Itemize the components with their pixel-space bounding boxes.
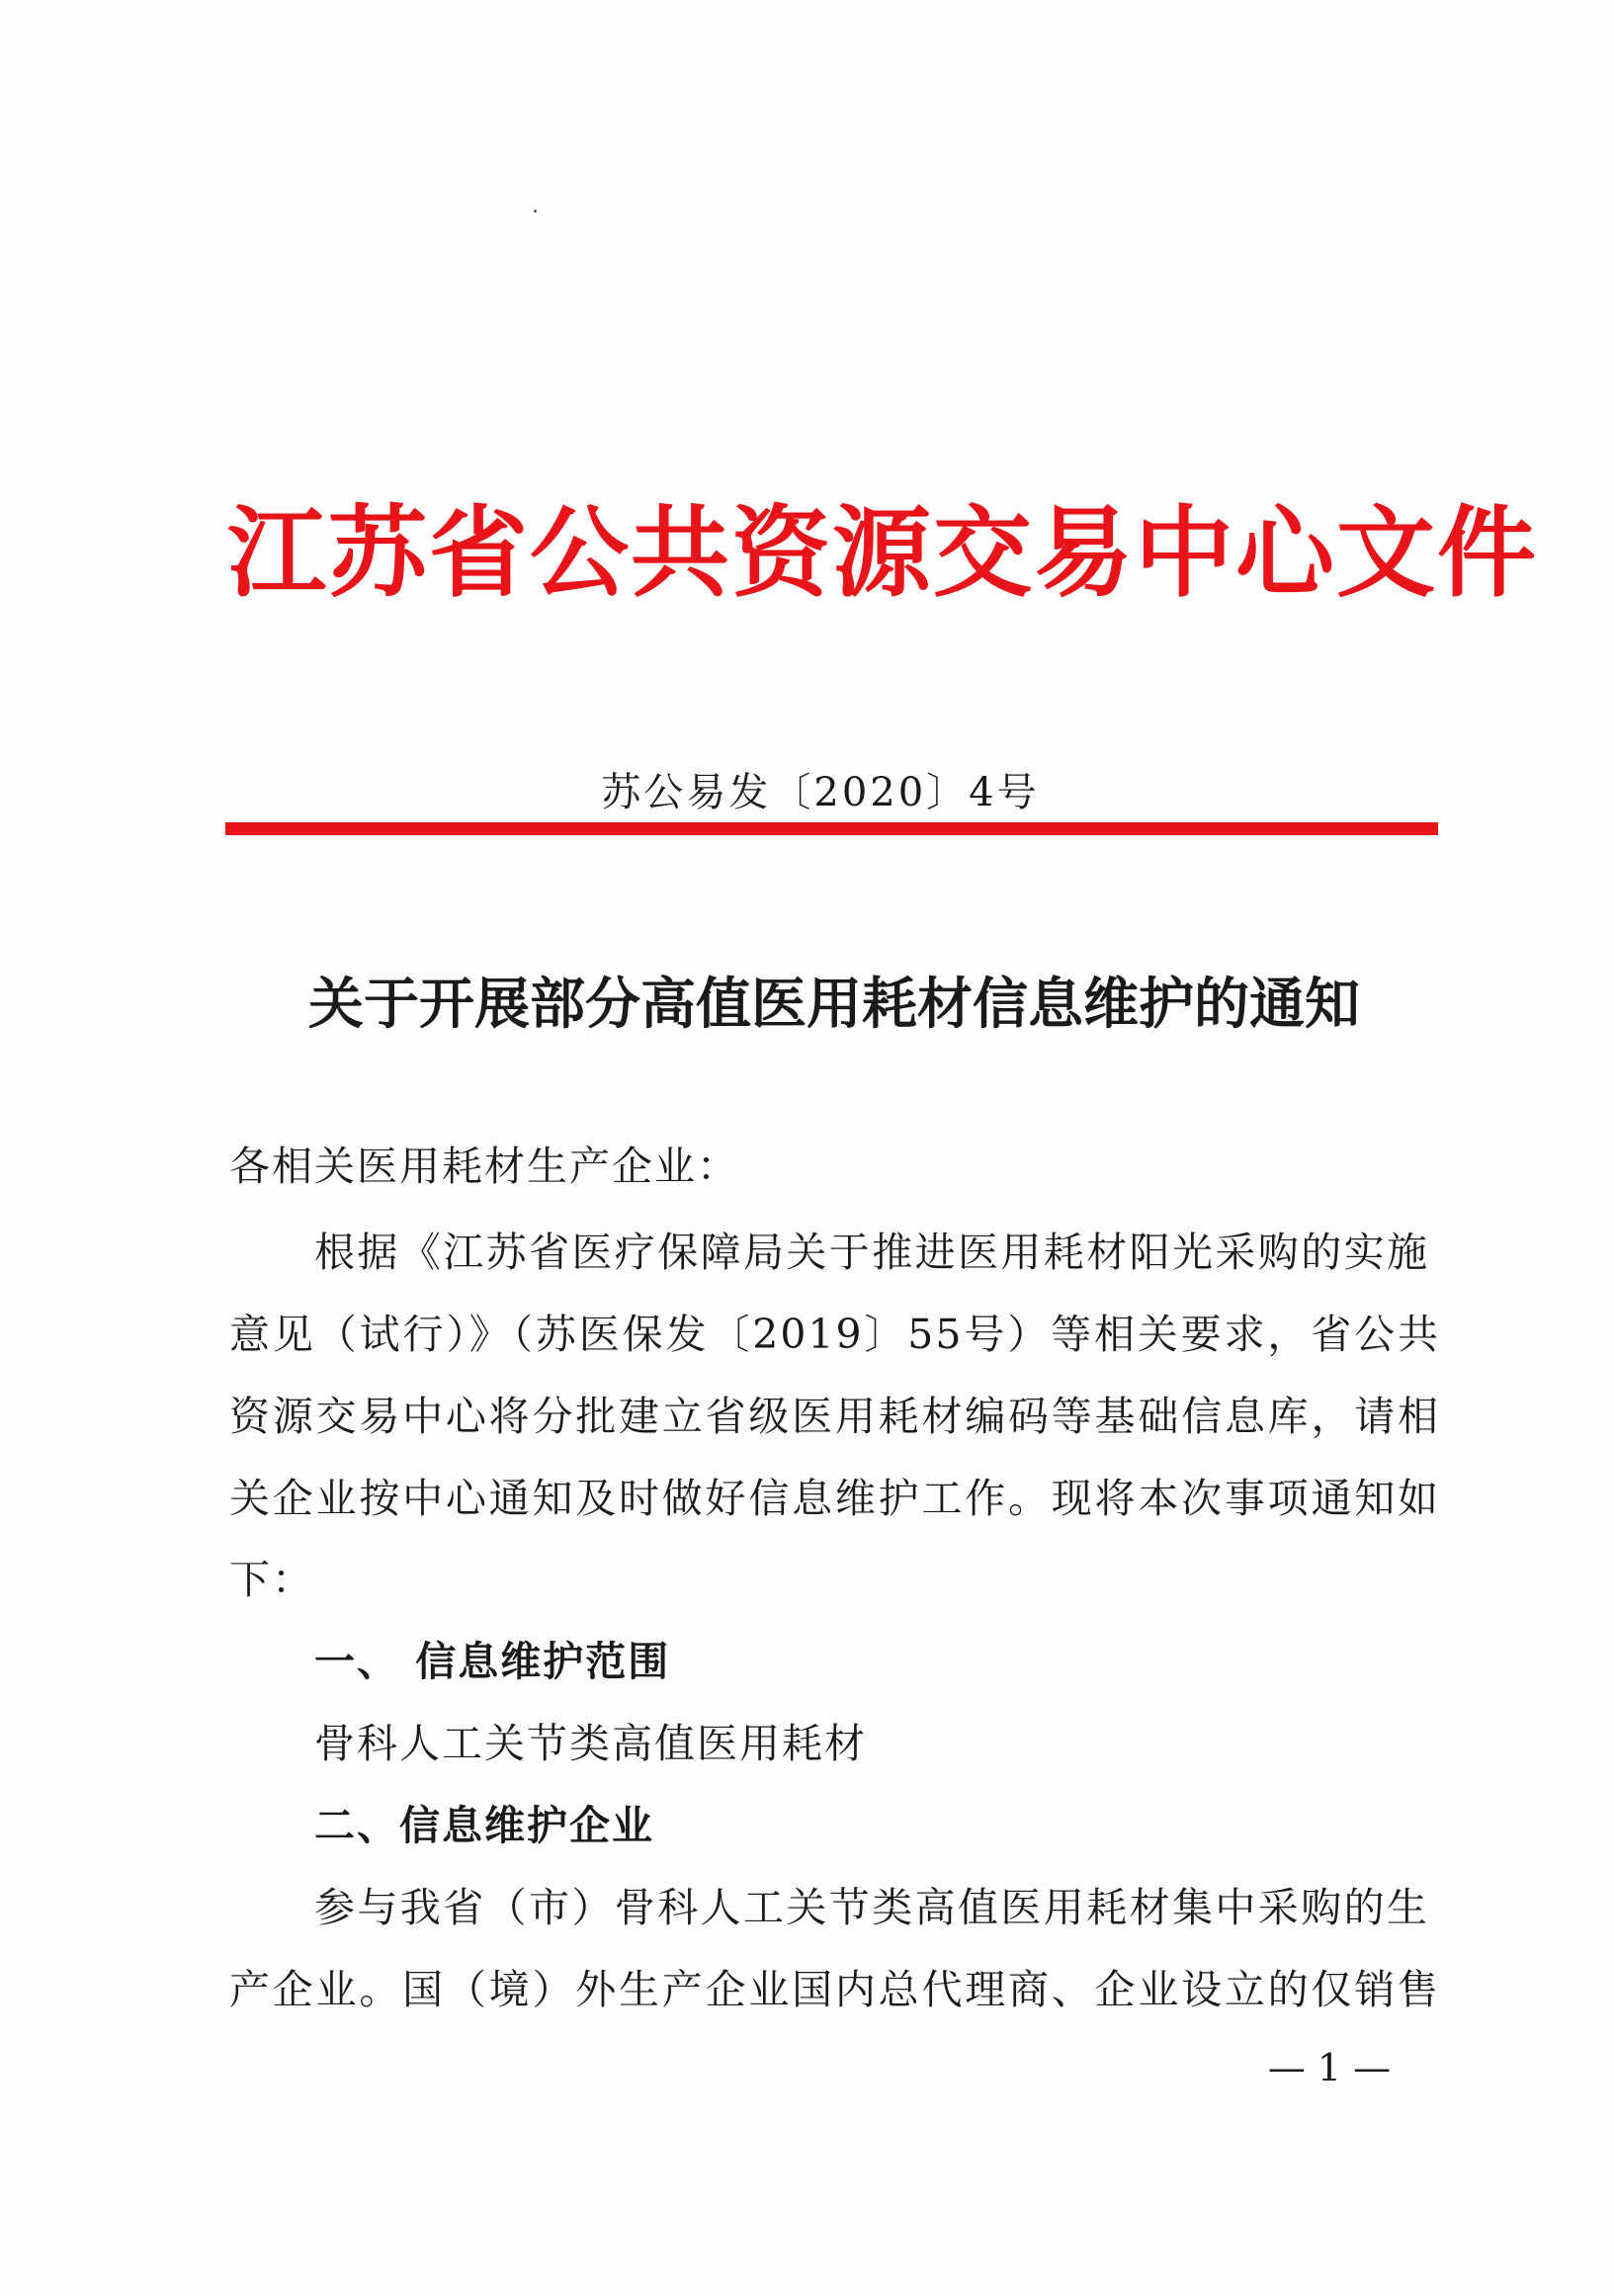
page-number: — 1 — (1267, 2046, 1392, 2089)
section-2-heading: 二、信息维护企业 (314, 1802, 654, 1849)
section-2-line-2: 产企业。国（境）外生产企业国内总代理商、企业设立的仅销售 (229, 1966, 1440, 2013)
section-2-line-1: 参与我省（市）骨科人工关节类高值医用耗材集中采购的生 (314, 1884, 1429, 1931)
section-1-heading: 一、 信息维护范围 (314, 1638, 671, 1685)
intro-line-3: 资源交易中心将分批建立省级医用耗材编码等基础信息库，请相 (229, 1393, 1440, 1440)
section-1-line-1: 骨科人工关节类高值医用耗材 (314, 1720, 867, 1767)
intro-line-2: 意见（试行）》（苏医保发〔2019〕55号）等相关要求，省公共 (229, 1311, 1440, 1358)
scan-speck (534, 210, 537, 213)
intro-line-1: 根据《江苏省医疗保障局关于推进医用耗材阳光采购的实施 (314, 1229, 1429, 1276)
issuer-masthead: 江苏省公共资源交易中心文件 (227, 495, 1538, 611)
document-number: 苏公易发〔2020〕4号 (601, 770, 1040, 815)
intro-line-5: 下： (229, 1556, 314, 1603)
red-divider-line (225, 822, 1438, 835)
addressee: 各相关医用耗材生产企业： (229, 1143, 739, 1190)
notice-title: 关于开展部分高值医用耗材信息维护的通知 (308, 973, 1360, 1037)
intro-line-4: 关企业按中心通知及时做好信息维护工作。现将本次事项通知如 (229, 1475, 1440, 1522)
